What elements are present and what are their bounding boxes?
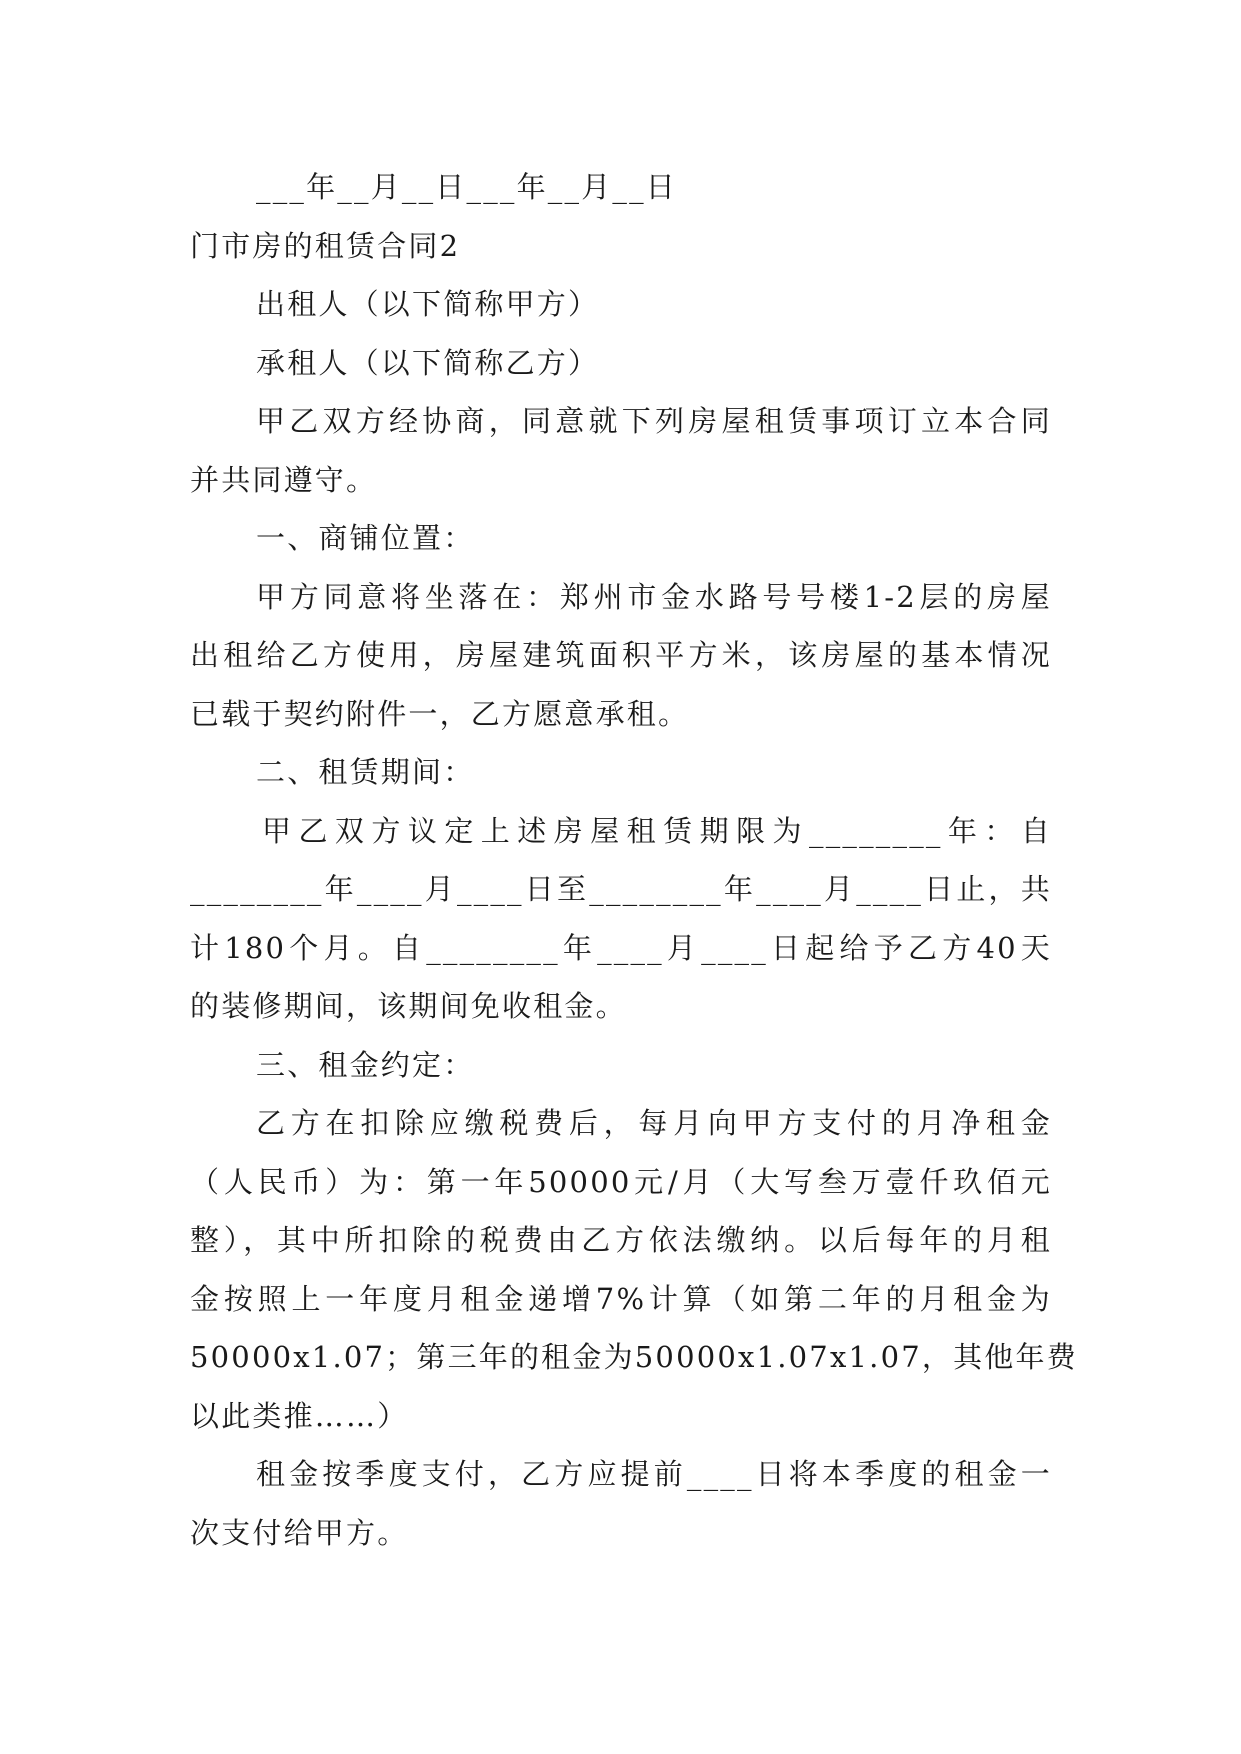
section1-line-3: 已载于契约附件一，乙方愿意承租。 bbox=[190, 696, 690, 731]
lessee-line: 承租人（以下简称乙方） bbox=[256, 345, 600, 380]
section3-line-4: 金按照上一年度月租金递增7%计算（如第二年的月租金为 bbox=[190, 1281, 1052, 1316]
section2-line-1: 甲乙双方议定上述房屋租赁期限为________年：自 bbox=[262, 813, 1052, 848]
payment-line-1: 租金按季度支付，乙方应提前____日将本季度的租金一 bbox=[256, 1457, 1052, 1491]
section2-line-4: 的装修期间，该期间免收租金。 bbox=[190, 989, 627, 1023]
date-line: ___年__月__日___年__月__日 bbox=[256, 170, 678, 204]
section1-title: 一、商铺位置： bbox=[256, 521, 475, 555]
section2-line-2: ________年____月____日至________年____月____日止，共 bbox=[190, 872, 1052, 906]
intro-line-2: 并共同遵守。 bbox=[190, 462, 378, 497]
intro-line-1: 甲乙双方经协商，同意就下列房屋租赁事项订立本合同 bbox=[256, 404, 1052, 438]
section3-line-2: （人民币）为：第一年50000元/月（大写叁万壹仟玖佰元 bbox=[190, 1164, 1052, 1199]
section1-line-1: 甲方同意将坐落在：郑州市金水路号号楼1-2层的房屋 bbox=[256, 579, 1052, 614]
section3-line-6: 以此类推……） bbox=[190, 1398, 409, 1433]
document-content bbox=[190, 158, 1078, 1562]
section2-title: 二、租赁期间： bbox=[256, 755, 475, 789]
section3-title: 三、租金约定： bbox=[256, 1047, 475, 1082]
document-title: 门市房的租赁合同2 bbox=[190, 228, 461, 263]
section2-line-3: 计180个月。自________年____月____日起给予乙方40天 bbox=[190, 930, 1052, 965]
section3-line-3: 整），其中所扣除的税费由乙方依法缴纳。以后每年的月租 bbox=[190, 1223, 1052, 1257]
section3-line-5: 50000x1.07；第三年的租金为50000x1.07x1.07，其他年费 bbox=[190, 1340, 1078, 1374]
lessor-line: 出租人（以下简称甲方） bbox=[256, 287, 600, 321]
payment-line-2: 次支付给甲方。 bbox=[190, 1515, 409, 1550]
section1-line-2: 出租给乙方使用，房屋建筑面积平方米，该房屋的基本情况 bbox=[190, 638, 1052, 672]
section3-line-1: 乙方在扣除应缴税费后，每月向甲方支付的月净租金 bbox=[256, 1106, 1052, 1140]
